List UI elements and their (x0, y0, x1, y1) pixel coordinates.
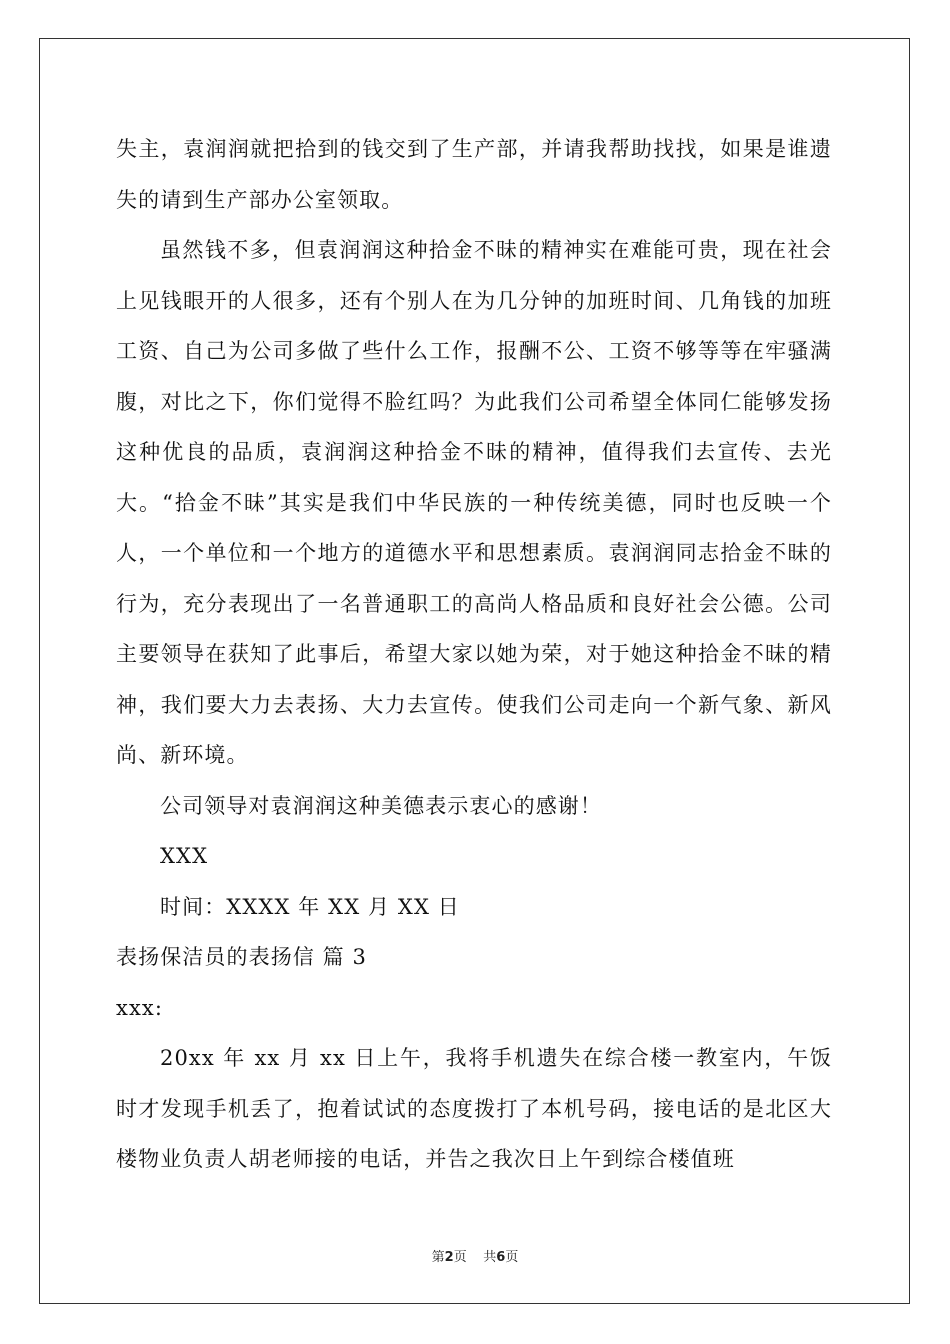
page-prefix: 第 (431, 1250, 445, 1265)
page-footer (0, 1246, 950, 1265)
page-suffix: 页 (453, 1250, 467, 1265)
salutation: xxx: (116, 995, 164, 1020)
total-prefix: 共 (483, 1250, 497, 1265)
signature: XXX (160, 844, 209, 868)
page-number: 2 (444, 1250, 454, 1265)
total-suffix: 页 (505, 1250, 519, 1265)
paragraph-praise: 虽然钱不多，但袁润润这种拾金不昧的精神实在难能可贵，现在社会上见钱眼开的人很多，还有个别人在为几分钟的加班时间、几角钱的加班工资、自己为公司多做了些什么工作，报酬不公、工资不够等等在牢骚满腹，对比之下，你们觉得不脸红吗？为此我们公司希望全体同仁能够发扬这种优良的品质，袁润润这种拾金不昧的精神，值得我们去宣传、去光大。“拾金不昧”其实是我们中华民族的一种传统美德，同时也反映一个人，一个单位和一个地方的道德水平和思想素质。袁润润同志拾金不昧的行为，充分表现出了一名普通职工的高尚人格品质和良好社会公德。公司主要领导在获知了此事后，希望大家以她为荣，对于她这种拾金不昧的精神，我们要大力去表扬、大力去宣传。使我们公司走向一个新气象、新风尚、新环境。 (116, 238, 832, 767)
paragraph-continuation: 失主，袁润润就把拾到的钱交到了生产部，并请我帮助找找，如果是谁遗失的请到生产部办公室领取。 (116, 137, 832, 212)
document-body (116, 124, 832, 1185)
total-pages: 6 (496, 1250, 506, 1265)
paragraph-letter-body: 20xx 年 xx 月 xx 日上午，我将手机遗失在综合楼一教室内，午饭时才发现手机丢了，抱着试试的态度拨打了本机号码，接电话的是北区大楼物业负责人胡老师接的电话，并告之我次日上午到综合楼值班 (116, 1046, 832, 1171)
section-heading: 表扬保洁员的表扬信 篇 3 (116, 945, 368, 969)
paragraph-thanks: 公司领导对袁润润这种美德表示衷心的感谢！ (160, 793, 602, 818)
date-line: 时间：XXXX 年 XX 月 XX 日 (160, 894, 460, 919)
